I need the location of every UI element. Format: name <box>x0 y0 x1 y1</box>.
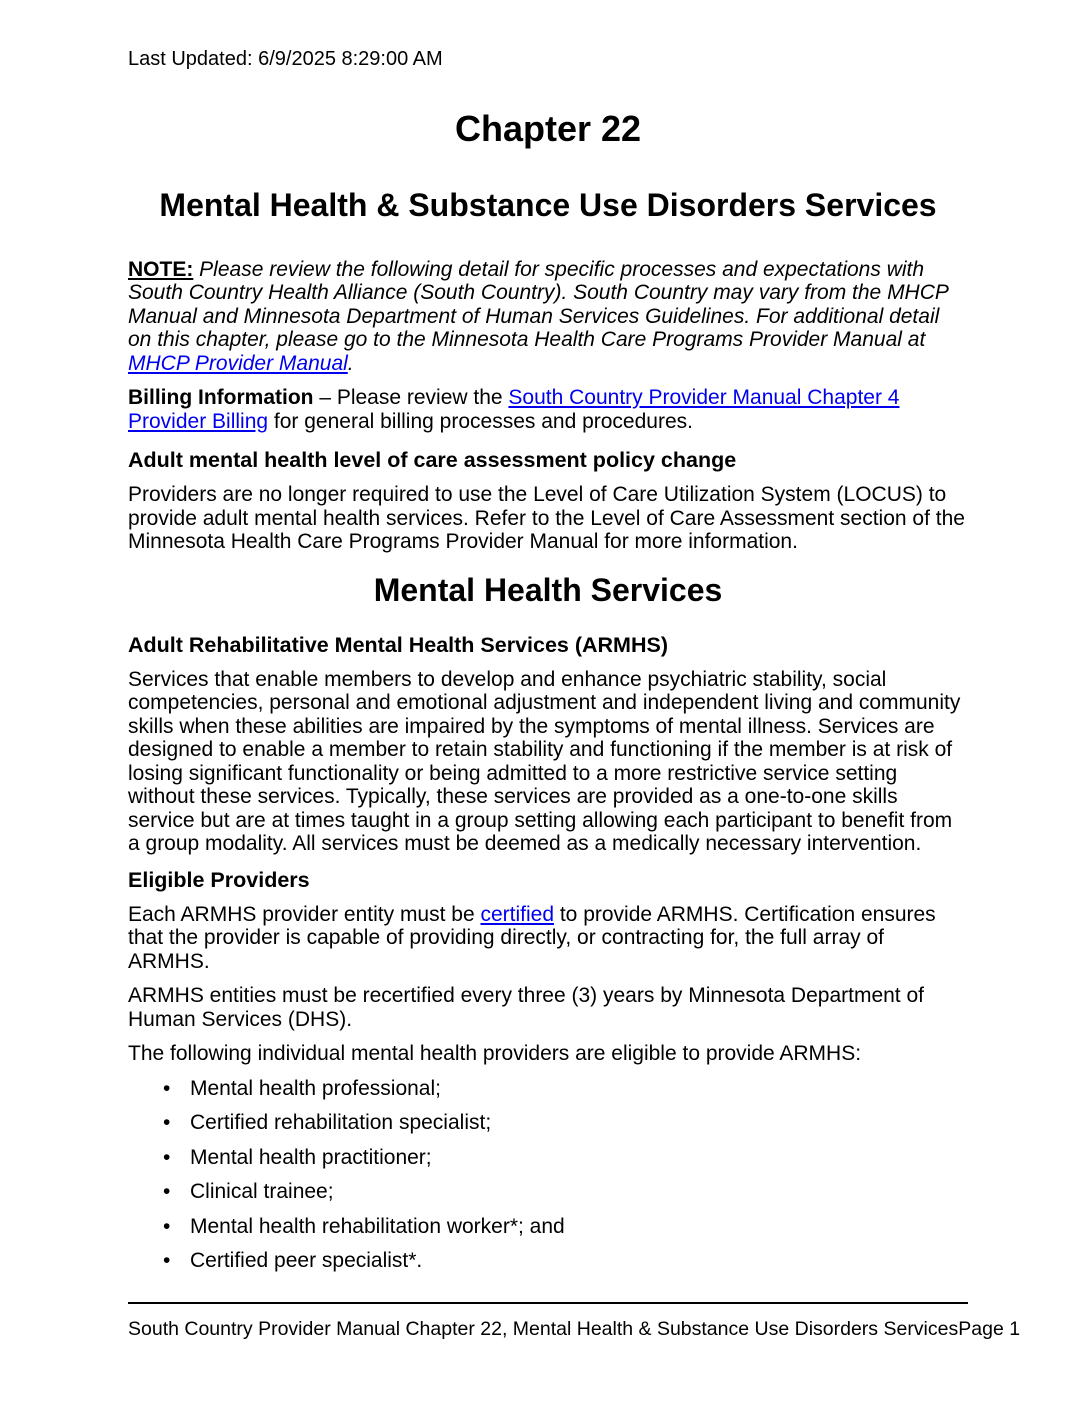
section-heading-policy-change: Adult mental health level of care assessment policy change <box>128 448 737 472</box>
billing-label: Billing Information <box>128 386 314 409</box>
list-item-label: Mental health professional; <box>190 1076 441 1100</box>
eligible-text: Each ARMHS provider entity must be <box>128 902 481 926</box>
page-footer <box>128 1302 1021 1341</box>
bullet-icon: • <box>163 1180 171 1203</box>
eligible-providers-paragraph-1 <box>128 903 968 974</box>
section-title-mental-health-services: Mental Health Services <box>373 571 723 608</box>
last-updated-text: Last Updated: 6/9/2025 8:29:00 AM <box>128 48 443 70</box>
list-item-label: Mental health rehabilitation worker*; and <box>190 1214 565 1238</box>
billing-text: – Please review the <box>313 386 509 409</box>
document-title: Mental Health & Substance Use Disorders Services <box>159 186 937 223</box>
billing-paragraph <box>128 386 968 433</box>
section-heading-eligible-providers: Eligible Providers <box>128 867 310 892</box>
bullet-icon: • <box>163 1214 171 1238</box>
list-item <box>128 1215 968 1239</box>
note-text: Please review the following detail for specific processes and expectations with South Country Health Alliance (South Country). South Country may vary from the MHCP Manual and Minnesota Department of Human Services Guidelines. For additional detail on this chapter, please go to the Minnesota Health Care Programs Provider Manual at <box>128 257 949 351</box>
armhs-description-paragraph: Services that enable members to develop and enhance psychiatric stability, social competencies, personal and emotional adjustment and independent living and community skills when these abilities are impaired by the symptoms of mental illness. Services are designed to enable a member to retain stability and functioning if the member is at risk of losing significant functionality or being admitted to a more restrictive service setting without these services. Typically, these services are provided as a one-to-one skills service but are at times taught in a group setting allowing each participant to benefit from a group modality. All services must be deemed as a medically necessary intervention. <box>128 667 961 855</box>
bullet-icon: • <box>163 1111 171 1134</box>
list-item <box>128 1111 968 1135</box>
eligible-providers-paragraph-2: ARMHS entities must be recertified every three (3) years by Minnesota Department of Human Services (DHS). <box>128 984 924 1031</box>
footer-page-number: Page 1 <box>958 1318 1021 1340</box>
footer-text: South Country Provider Manual Chapter 22, Mental Health & Substance Use Disorders Services <box>128 1318 959 1340</box>
note-label: NOTE: <box>128 257 194 281</box>
list-item <box>128 1146 968 1170</box>
list-item-label: Clinical trainee; <box>190 1180 334 1203</box>
eligible-providers-list <box>128 1077 968 1273</box>
eligible-providers-paragraph-3: The following individual mental health providers are eligible to provide ARMHS: <box>128 1042 862 1065</box>
eligible-text-end: to provide ARMHS. Certification ensures that the provider is capable of providing directly, or contracting for, the full array of ARMHS. <box>128 902 936 973</box>
list-item-label: Mental health practitioner; <box>190 1145 432 1169</box>
section-heading-armhs: Adult Rehabilitative Mental Health Services (ARMHS) <box>128 632 668 657</box>
mhcp-provider-manual-link[interactable]: MHCP Provider Manual <box>128 351 348 375</box>
bullet-icon: • <box>163 1145 171 1169</box>
list-item <box>128 1077 968 1101</box>
bullet-icon: • <box>163 1249 171 1272</box>
note-paragraph <box>128 258 968 376</box>
list-item <box>128 1249 968 1273</box>
chapter4-provider-billing-link[interactable]: South Country Provider Manual Chapter 4 Provider Billing <box>128 386 900 433</box>
billing-text-end: for general billing processes and procedures. <box>268 409 693 433</box>
list-item <box>128 1180 968 1204</box>
note-text-end: . <box>347 351 354 375</box>
list-item-label: Certified peer specialist*. <box>190 1249 423 1272</box>
list-item-label: Certified rehabilitation specialist; <box>190 1111 492 1134</box>
certified-link[interactable]: certified <box>480 902 555 926</box>
chapter-title: Chapter 22 <box>454 107 642 149</box>
bullet-icon: • <box>163 1076 171 1100</box>
policy-change-paragraph: Providers are no longer required to use the Level of Care Utilization System (LOCUS) to provide adult mental health services. Refer to the Level of Care Assessment section of the Minnesota Health Care Programs Provider Manual for more information. <box>128 483 965 553</box>
